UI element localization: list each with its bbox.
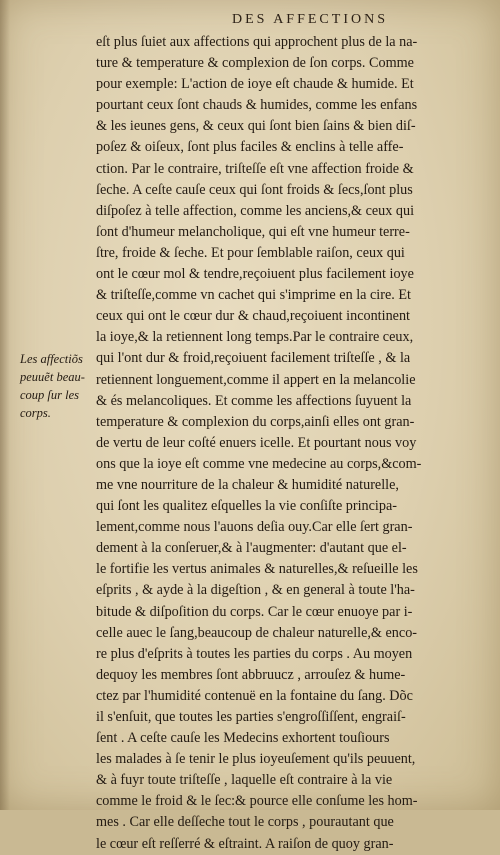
text-line: eſt plus ſuiet aux affections qui approchent plus de la na- xyxy=(96,34,418,50)
body-text xyxy=(96,32,458,855)
text-line: le fortifie les vertus animales & naturelles,& reſueille les xyxy=(96,561,418,578)
text-line: re plus d'eſprits à toutes les parties du corps . Au moyen xyxy=(96,645,413,662)
marginal-note xyxy=(20,350,90,422)
text-line: lement,comme nous l'auons deſia ouy.Car elle ſert gran- xyxy=(96,519,413,536)
text-line: dequoy les membres ſont abbruucz , arrouſez & hume- xyxy=(96,666,406,683)
text-line: mes . Car elle deſſeche tout le corps , pourautant que xyxy=(96,814,394,831)
running-header xyxy=(0,12,500,28)
text-line: & és melancoliques. Et comme les affections ſuyuent la xyxy=(96,392,412,409)
text-line: ons que la ioye eſt comme vne medecine au corps,&com- xyxy=(96,455,422,472)
text-line: qui l'ont dur & froid,reçoiuent facilement triſteſſe , & la xyxy=(96,350,411,367)
marginal-note-line: corps. xyxy=(20,406,51,420)
text-line: bitude & diſpoſition du corps. Car le cœur enuoye par i- xyxy=(96,603,413,620)
marginal-note-line: coup ſur les xyxy=(20,388,80,402)
marginal-note-line: Les affectiõs xyxy=(20,352,83,366)
text-line: pourtant ceux ſont chauds & humides, comme les enfans xyxy=(96,97,418,114)
text-line: diſpoſez à telle affection, comme les anciens,& ceux qui xyxy=(96,202,415,219)
text-line: ont le cœur mol & tendre,reçoiuent plus facilement ioye xyxy=(96,266,414,283)
text-line: & à fuyr toute triſteſſe , laquelle eſt contraire à la vie xyxy=(96,772,393,789)
text-line: ction. Par le contraire, triſteſſe eſt vne affection froide & xyxy=(96,160,414,177)
text-line: eſprits , & ayde à la digeſtion , & en general à toute l'ha- xyxy=(96,582,415,599)
text-line: il s'enſuit, que toutes les parties s'engroſſiſſent, engraiſ- xyxy=(96,709,406,725)
running-title: DES AFFECTIONS xyxy=(232,12,388,27)
text-line: ſtre, froide & ſeche. Et pour ſemblable raiſon, ceux qui xyxy=(96,244,405,261)
text-line: ſent . A ceſte cauſe les Medecins exhortent touſiours xyxy=(96,730,390,747)
text-line: & les ieunes gens, & ceux qui ſont bien ſains & bien diſ- xyxy=(96,118,416,135)
marginal-note-line: peuuẽt beau- xyxy=(20,370,85,384)
text-line: ctez par l'humidité contenuë en la fontaine du ſang. Dõc xyxy=(96,687,413,704)
text-line: ſeche. A ceſte cauſe ceux qui ſont froids & ſecs,ſont plus xyxy=(96,181,413,198)
text-line: ceux qui ont le cœur dur & chaud,reçoiuent incontinent xyxy=(96,308,410,325)
text-line: ſont d'humeur melancholique, qui eſt vne humeur terre- xyxy=(96,223,410,240)
text-line: celle auec le ſang,beaucoup de chaleur naturelle,& enco- xyxy=(96,624,418,641)
text-line: qui ſont les qualitez eſquelles la vie conſiſte principa- xyxy=(96,498,397,515)
text-line: poſez & oiſeux, ſont plus faciles & enclins à telle affe- xyxy=(96,139,404,156)
text-line: comme le froid & le ſec:& pource elle conſume les hom- xyxy=(96,793,418,810)
text-line: de vertu de leur coſté enuers icelle. Et pourtant nous voy xyxy=(96,434,417,451)
text-line: pour exemple: L'action de ioye eſt chaude & humide. Et xyxy=(96,76,414,93)
page-gutter-shadow xyxy=(0,0,10,810)
text-line: temperature & complexion du corps,ainſi elles ont gran- xyxy=(96,413,415,430)
text-line: retiennent longuement,comme il appert en la melancolie xyxy=(96,371,416,388)
text-line: les malades à ſe tenir le plus ioyeuſement qu'ils peuuent, xyxy=(96,751,416,768)
text-line: la ioye,& la retiennent long temps.Par le contraire ceux, xyxy=(96,329,414,346)
text-line: le cœur eſt reſſerré & eſtraint. A raiſon de quoy gran- xyxy=(96,835,394,852)
text-line: & triſteſſe,comme vn cachet qui s'imprime en la cire. Et xyxy=(96,287,411,304)
text-line: ture & temperature & complexion de ſon corps. Comme xyxy=(96,55,414,72)
text-line: me vne nourriture de la chaleur & humidité naturelle, xyxy=(96,476,399,493)
text-line: dement à la conſeruer,& à l'augmenter: d'autant que el- xyxy=(96,540,407,557)
